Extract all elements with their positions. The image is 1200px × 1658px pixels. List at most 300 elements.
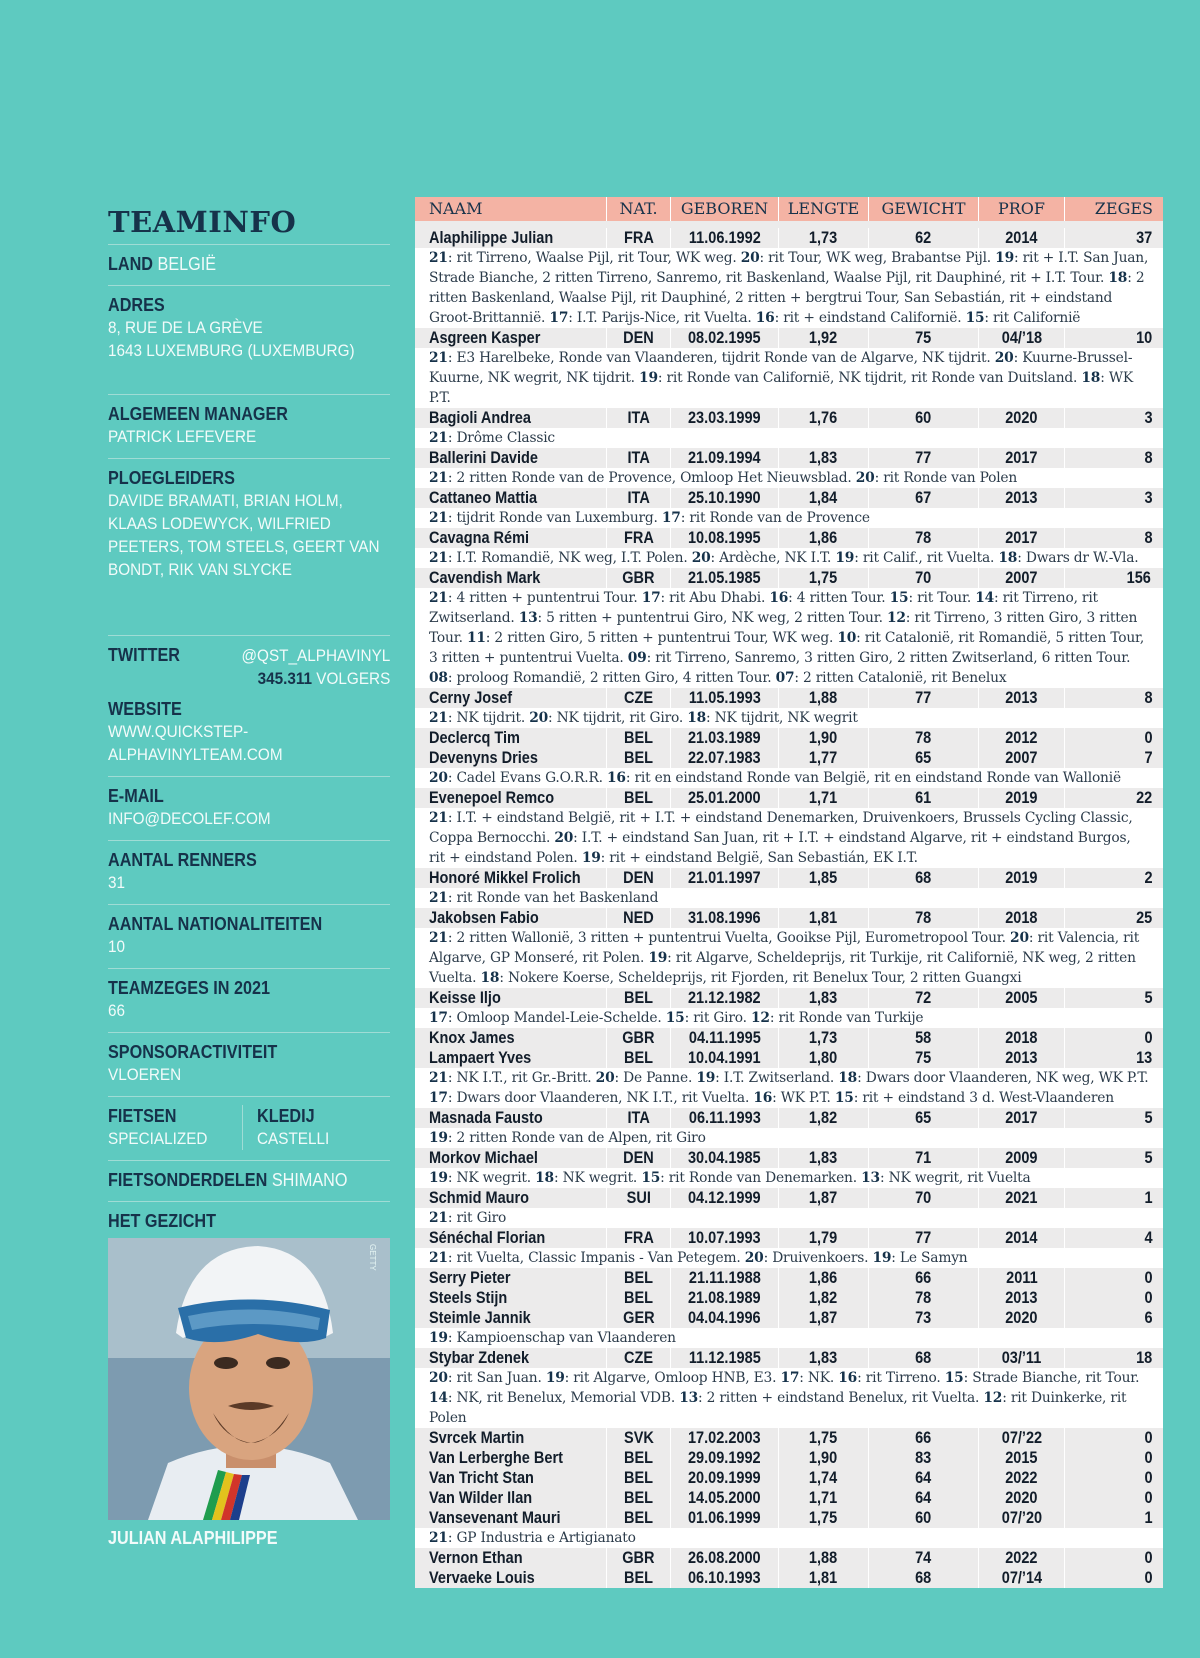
cell-prof bbox=[979, 1568, 1065, 1588]
cell-prof-text: 2022 bbox=[1005, 1549, 1038, 1567]
cell-weight bbox=[869, 988, 979, 1008]
fietsen-value: SPECIALIZED bbox=[108, 1129, 208, 1148]
table-row bbox=[415, 328, 1163, 348]
cell-name bbox=[415, 408, 607, 428]
table-row bbox=[415, 1448, 1163, 1468]
rider-results: 21: I.T. Romandië, NK weg, I.T. Polen. 20: Ardèche, NK I.T. 19: rit Calif., rit Vuelta. 18: Dwars dr W.-Vla. bbox=[415, 548, 1163, 568]
rider-results: 20: rit San Juan. 19: rit Algarve, Omloop HNB, E3. 17: NK. 16: rit Tirreno. 15: Strade Bianche, rit Tour. 14: NK, rit Benelux, Memorial VDB. 13: 2 ritten + eindstand Benelux, rit Vuelta. 12: rit Duinkerke, rit Polen bbox=[415, 1368, 1163, 1428]
cell-weight-text: 78 bbox=[915, 529, 932, 547]
rider-results: 21: rit Ronde van het Baskenland bbox=[415, 888, 1163, 908]
cell-born bbox=[671, 1568, 779, 1588]
cell-height bbox=[779, 1028, 869, 1048]
cell-born-text: 06.11.1993 bbox=[688, 1109, 761, 1127]
cell-nat-text: BEL bbox=[623, 729, 654, 747]
adres-label: ADRES bbox=[108, 295, 165, 315]
cell-name bbox=[415, 528, 607, 548]
cell-prof-text: 2021 bbox=[1005, 1189, 1038, 1207]
cell-wins-text: 1 bbox=[1144, 1509, 1153, 1527]
cell-born bbox=[671, 1348, 779, 1368]
cell-weight-text: 77 bbox=[915, 449, 932, 467]
cell-height-text: 1,83 bbox=[809, 1149, 838, 1167]
cell-prof-text: 2022 bbox=[1005, 1469, 1038, 1487]
cell-born bbox=[671, 748, 779, 768]
cell-height bbox=[779, 1348, 869, 1368]
cell-name-text: Vervaeke Louis bbox=[429, 1569, 535, 1587]
cell-name-text: Honoré Mikkel Frolich bbox=[429, 869, 581, 887]
cell-born bbox=[671, 1468, 779, 1488]
cell-nat-text: BEL bbox=[623, 1049, 654, 1067]
cell-name bbox=[415, 1268, 607, 1288]
cell-wins bbox=[1065, 568, 1163, 588]
cell-weight bbox=[869, 448, 979, 468]
cell-name-text: Svrcek Martin bbox=[429, 1429, 525, 1447]
cell-height-text: 1,75 bbox=[809, 1509, 838, 1527]
rider-results: 19: NK wegrit. 18: NK wegrit. 15: rit Ronde van Denemarken. 13: NK wegrit, rit Vuelta bbox=[415, 1168, 1163, 1188]
cell-prof bbox=[979, 1188, 1065, 1208]
website-value[interactable]: WWW.QUICKSTEP-ALPHAVINYLTEAM.COM bbox=[108, 722, 283, 764]
cell-wins-text: 156 bbox=[1127, 569, 1152, 587]
cell-nat bbox=[607, 228, 671, 248]
cell-nat bbox=[607, 728, 671, 748]
table-body bbox=[415, 228, 1163, 1588]
cell-height bbox=[779, 988, 869, 1008]
cell-name-text: Steimle Jannik bbox=[429, 1309, 531, 1327]
cell-weight-text: 77 bbox=[915, 1229, 932, 1247]
cell-born-text: 04.11.1995 bbox=[688, 1029, 761, 1047]
cell-weight-text: 66 bbox=[915, 1269, 932, 1287]
table-row bbox=[415, 448, 1163, 468]
cell-nat-text: DEN bbox=[623, 1149, 654, 1167]
cell-name bbox=[415, 728, 607, 748]
cell-prof bbox=[979, 1488, 1065, 1508]
renners-section bbox=[108, 840, 390, 904]
cell-height-text: 1,87 bbox=[809, 1189, 838, 1207]
cell-name-text: Keisse Iljo bbox=[429, 989, 501, 1007]
cell-weight-text: 64 bbox=[915, 1469, 932, 1487]
cell-name-text: Devenyns Dries bbox=[429, 749, 538, 767]
cell-weight-text: 60 bbox=[915, 1509, 932, 1527]
cell-wins-text: 22 bbox=[1135, 789, 1152, 807]
cell-prof bbox=[979, 228, 1065, 248]
cell-prof bbox=[979, 868, 1065, 888]
cell-weight-text: 66 bbox=[915, 1429, 932, 1447]
cell-born-text: 21.01.1997 bbox=[688, 869, 761, 887]
cell-name bbox=[415, 1448, 607, 1468]
cell-born bbox=[671, 1268, 779, 1288]
cell-weight-text: 62 bbox=[915, 229, 932, 247]
table-row bbox=[415, 908, 1163, 928]
cell-nat bbox=[607, 868, 671, 888]
rider-results: 20: Cadel Evans G.O.R.R. 16: rit en eindstand Ronde van België, rit en eindstand Ronde van Wallonië bbox=[415, 768, 1163, 788]
cell-wins-text: 0 bbox=[1144, 1469, 1153, 1487]
cell-name bbox=[415, 1028, 607, 1048]
cell-height bbox=[779, 1188, 869, 1208]
cell-nat bbox=[607, 1148, 671, 1168]
land-label: LAND bbox=[108, 254, 153, 274]
cell-wins bbox=[1065, 1448, 1163, 1468]
cell-name-text: Declercq Tim bbox=[429, 729, 520, 747]
nationaliteiten-value: 10 bbox=[108, 937, 126, 956]
rider-results: 21: NK tijdrit. 20: NK tijdrit, rit Giro. 18: NK tijdrit, NK wegrit bbox=[415, 708, 1163, 728]
cell-height-text: 1,77 bbox=[809, 749, 838, 767]
table-row bbox=[415, 1428, 1163, 1448]
cell-name-text: Vernon Ethan bbox=[429, 1549, 523, 1567]
cell-weight-text: 78 bbox=[915, 1289, 932, 1307]
cell-name-text: Schmid Mauro bbox=[429, 1189, 530, 1207]
email-section bbox=[108, 776, 390, 840]
cell-weight bbox=[869, 1108, 979, 1128]
fietsen-kledij-section bbox=[108, 1096, 390, 1160]
cell-nat bbox=[607, 1488, 671, 1508]
cell-height bbox=[779, 1228, 869, 1248]
cell-nat-text: GBR bbox=[622, 1549, 655, 1567]
cell-prof-text: 04/’18 bbox=[1001, 329, 1042, 347]
cell-born-text: 23.03.1999 bbox=[688, 409, 761, 427]
cell-height bbox=[779, 488, 869, 508]
twitter-section bbox=[108, 635, 390, 698]
cell-nat bbox=[607, 1268, 671, 1288]
cell-nat bbox=[607, 988, 671, 1008]
cell-nat-text: GER bbox=[622, 1309, 655, 1327]
cell-height bbox=[779, 1048, 869, 1068]
cell-nat-text: CZE bbox=[623, 1349, 654, 1367]
email-label: E-MAIL bbox=[108, 786, 164, 806]
cell-prof-text: 2013 bbox=[1005, 489, 1038, 507]
adres-line1: 8, RUE DE LA GRÈVE bbox=[108, 318, 263, 337]
table-row bbox=[415, 228, 1163, 248]
cell-wins bbox=[1065, 1568, 1163, 1588]
cell-nat-text: BEL bbox=[623, 1469, 654, 1487]
cell-weight bbox=[869, 1148, 979, 1168]
manager-value: PATRICK LEFEVERE bbox=[108, 427, 257, 446]
cell-prof bbox=[979, 1148, 1065, 1168]
cell-born-text: 04.04.1996 bbox=[688, 1309, 761, 1327]
header-lengte: LENGTE bbox=[779, 197, 869, 221]
portrait-illustration bbox=[108, 1238, 390, 1520]
cell-name bbox=[415, 1108, 607, 1128]
cell-prof bbox=[979, 1468, 1065, 1488]
cell-prof-text: 2014 bbox=[1005, 1229, 1038, 1247]
cell-height bbox=[779, 908, 869, 928]
cell-wins bbox=[1065, 408, 1163, 428]
cell-height bbox=[779, 1108, 869, 1128]
cell-prof bbox=[979, 448, 1065, 468]
cell-height bbox=[779, 528, 869, 548]
cell-nat bbox=[607, 748, 671, 768]
cell-wins-text: 25 bbox=[1135, 909, 1152, 927]
cell-wins-text: 3 bbox=[1144, 409, 1153, 427]
cell-prof-text: 2017 bbox=[1005, 449, 1038, 467]
cell-name-text: Alaphilippe Julian bbox=[429, 229, 554, 247]
cell-name-text: Steels Stijn bbox=[429, 1289, 508, 1307]
cell-height-text: 1,82 bbox=[809, 1289, 838, 1307]
twitter-handle[interactable]: @QST_ALPHAVINYL bbox=[241, 646, 390, 665]
cell-wins-text: 0 bbox=[1144, 1489, 1153, 1507]
header-naam: NAAM bbox=[415, 197, 607, 221]
cell-born-text: 06.10.1993 bbox=[688, 1569, 761, 1587]
gezicht-label: HET GEZICHT bbox=[108, 1211, 216, 1231]
rider-results: 21: 2 ritten Ronde van de Provence, Omloop Het Nieuwsblad. 20: rit Ronde van Polen bbox=[415, 468, 1163, 488]
cell-prof bbox=[979, 1348, 1065, 1368]
cell-height bbox=[779, 1468, 869, 1488]
rider-results: 19: 2 ritten Ronde van de Alpen, rit Giro bbox=[415, 1128, 1163, 1148]
cell-name bbox=[415, 748, 607, 768]
cell-height bbox=[779, 1508, 869, 1528]
cell-weight-text: 70 bbox=[915, 569, 932, 587]
email-value[interactable]: INFO@DECOLEF.COM bbox=[108, 809, 271, 828]
cell-nat bbox=[607, 328, 671, 348]
cell-name bbox=[415, 488, 607, 508]
cell-wins bbox=[1065, 728, 1163, 748]
cell-height-text: 1,81 bbox=[809, 909, 838, 927]
cell-wins bbox=[1065, 868, 1163, 888]
cell-born bbox=[671, 228, 779, 248]
table-row bbox=[415, 1488, 1163, 1508]
website-label: WEBSITE bbox=[108, 699, 182, 719]
cell-height bbox=[779, 1428, 869, 1448]
cell-prof-text: 2020 bbox=[1005, 409, 1038, 427]
cell-name-text: Serry Pieter bbox=[429, 1269, 511, 1287]
cell-nat bbox=[607, 688, 671, 708]
rider-results: 21: rit Vuelta, Classic Impanis - Van Petegem. 20: Druivenkoers. 19: Le Samyn bbox=[415, 1248, 1163, 1268]
rider-results: 21: NK I.T., rit Gr.-Britt. 20: De Panne. 19: I.T. Zwitserland. 18: Dwars door Vlaanderen, NK weg, WK P.T. 17: Dwars door Vlaanderen, NK I.T., rit Vuelta. 16: WK P.T. 15: rit + eindstand 3 d. West-Vlaanderen bbox=[415, 1068, 1163, 1108]
table-row bbox=[415, 868, 1163, 888]
cell-born bbox=[671, 1188, 779, 1208]
cell-wins bbox=[1065, 1348, 1163, 1368]
cell-weight-text: 68 bbox=[915, 869, 932, 887]
cell-nat bbox=[607, 408, 671, 428]
cell-born bbox=[671, 488, 779, 508]
cell-prof bbox=[979, 488, 1065, 508]
cell-weight bbox=[869, 1568, 979, 1588]
table-row bbox=[415, 408, 1163, 428]
cell-born bbox=[671, 1028, 779, 1048]
table-row bbox=[415, 1028, 1163, 1048]
cell-height bbox=[779, 868, 869, 888]
cell-born-text: 31.08.1996 bbox=[688, 909, 761, 927]
kledij-value: CASTELLI bbox=[256, 1129, 329, 1148]
cell-name-text: Van Tricht Stan bbox=[429, 1469, 534, 1487]
cell-weight bbox=[869, 1348, 979, 1368]
cell-wins-text: 13 bbox=[1135, 1049, 1152, 1067]
rider-results: 21: rit Giro bbox=[415, 1208, 1163, 1228]
cell-wins bbox=[1065, 1108, 1163, 1128]
cell-nat bbox=[607, 1188, 671, 1208]
teamzeges-value: 66 bbox=[108, 1001, 126, 1020]
cell-name-text: Lampaert Yves bbox=[429, 1049, 532, 1067]
cell-weight bbox=[869, 1508, 979, 1528]
table-row bbox=[415, 1108, 1163, 1128]
cell-wins-text: 7 bbox=[1144, 749, 1153, 767]
cell-wins-text: 18 bbox=[1135, 1349, 1152, 1367]
cell-wins bbox=[1065, 1148, 1163, 1168]
cell-nat-text: BEL bbox=[623, 1269, 654, 1287]
cell-weight-text: 58 bbox=[915, 1029, 932, 1047]
cell-height bbox=[779, 688, 869, 708]
cell-name bbox=[415, 568, 607, 588]
cell-prof-text: 2020 bbox=[1005, 1309, 1038, 1327]
cell-prof-text: 2011 bbox=[1005, 1269, 1038, 1287]
cell-weight bbox=[869, 1028, 979, 1048]
sponsor-value: VLOEREN bbox=[108, 1065, 182, 1084]
cell-prof-text: 2019 bbox=[1005, 789, 1038, 807]
cell-born bbox=[671, 1108, 779, 1128]
cell-height-text: 1,75 bbox=[809, 569, 838, 587]
cell-prof-text: 07/’22 bbox=[1001, 1429, 1042, 1447]
cell-nat-text: ITA bbox=[627, 409, 650, 427]
cell-weight-text: 68 bbox=[915, 1569, 932, 1587]
cell-wins-text: 0 bbox=[1144, 1449, 1153, 1467]
cell-born bbox=[671, 1508, 779, 1528]
cell-prof-text: 2012 bbox=[1005, 729, 1038, 747]
cell-height-text: 1,75 bbox=[809, 1429, 838, 1447]
cell-born bbox=[671, 688, 779, 708]
cell-height bbox=[779, 408, 869, 428]
cell-wins bbox=[1065, 1288, 1163, 1308]
cell-height bbox=[779, 788, 869, 808]
cell-nat bbox=[607, 1228, 671, 1248]
cell-born bbox=[671, 1488, 779, 1508]
cell-name bbox=[415, 988, 607, 1008]
cell-name-text: Masnada Fausto bbox=[429, 1109, 543, 1127]
cell-name bbox=[415, 1228, 607, 1248]
cell-weight-text: 65 bbox=[915, 749, 932, 767]
table-header bbox=[415, 197, 1163, 221]
cell-wins-text: 0 bbox=[1144, 1269, 1153, 1287]
onderdelen-section bbox=[108, 1160, 390, 1201]
onderdelen-label: FIETSONDERDELEN bbox=[108, 1170, 268, 1190]
cell-born-text: 11.06.1992 bbox=[688, 229, 761, 247]
cell-wins-text: 8 bbox=[1144, 529, 1153, 547]
twitter-unit: VOLGERS bbox=[316, 669, 390, 688]
cell-height-text: 1,73 bbox=[809, 229, 838, 247]
cell-weight bbox=[869, 1448, 979, 1468]
cell-wins bbox=[1065, 1468, 1163, 1488]
cell-born-text: 20.09.1999 bbox=[688, 1469, 761, 1487]
cell-wins bbox=[1065, 1228, 1163, 1248]
cell-name bbox=[415, 1488, 607, 1508]
cell-born bbox=[671, 788, 779, 808]
cell-name bbox=[415, 1188, 607, 1208]
cell-prof bbox=[979, 1108, 1065, 1128]
photo-credit: GETTY bbox=[368, 1244, 377, 1271]
teamzeges-section bbox=[108, 968, 390, 1032]
table-row bbox=[415, 988, 1163, 1008]
cell-prof-text: 2018 bbox=[1005, 909, 1038, 927]
cell-wins bbox=[1065, 328, 1163, 348]
rider-results: 21: GP Industria e Artigianato bbox=[415, 1528, 1163, 1548]
header-spacer bbox=[415, 221, 1163, 228]
twitter-count: 345.311 bbox=[257, 669, 312, 688]
cell-name-text: Vansevenant Mauri bbox=[429, 1509, 561, 1527]
cell-height-text: 1,71 bbox=[809, 1489, 838, 1507]
rider-results: 21: 4 ritten + puntentrui Tour. 17: rit Abu Dhabi. 16: 4 ritten Tour. 15: rit Tour. 14: rit Tirreno, rit Zwitserland. 13: 5 ritten + puntentrui Giro, NK weg, 2 ritten Tour. 12: rit Tirreno, 3 ritten Giro, 3 ritten Tour. 11: 2 ritten Giro, 5 ritten + puntentrui Tour, WK weg. 10: rit Catalonië, rit Romandië, 5 ritten Tour, 3 ritten + puntentrui Vuelta. 09: rit Tirreno, Sanremo, 3 ritten Giro, 2 ritten Zwitserland, 6 ritten Tour. 08: proloog Romandië, 2 ritten Giro, 4 ritten Tour. 07: 2 ritten Catalonië, rit Benelux bbox=[415, 588, 1163, 688]
cell-name bbox=[415, 1348, 607, 1368]
cell-wins bbox=[1065, 1428, 1163, 1448]
cell-wins-text: 5 bbox=[1144, 989, 1153, 1007]
cell-height-text: 1,86 bbox=[809, 529, 838, 547]
cell-prof-text: 07/’14 bbox=[1001, 1569, 1042, 1587]
cell-prof bbox=[979, 788, 1065, 808]
cell-name-text: Cerny Josef bbox=[429, 689, 513, 707]
cell-born bbox=[671, 568, 779, 588]
cell-prof bbox=[979, 1428, 1065, 1448]
cell-born bbox=[671, 528, 779, 548]
table-row bbox=[415, 1508, 1163, 1528]
cell-height bbox=[779, 1448, 869, 1468]
cell-weight bbox=[869, 1488, 979, 1508]
header-prof: PROF bbox=[979, 197, 1065, 221]
cell-born-text: 30.04.1985 bbox=[688, 1149, 761, 1167]
cell-wins bbox=[1065, 488, 1163, 508]
cell-wins-text: 0 bbox=[1144, 1029, 1153, 1047]
cell-wins bbox=[1065, 448, 1163, 468]
cell-born-text: 10.04.1991 bbox=[688, 1049, 761, 1067]
ploegleiders-section bbox=[108, 458, 390, 635]
cell-height bbox=[779, 1488, 869, 1508]
sponsor-label: SPONSORACTIVITEIT bbox=[108, 1042, 278, 1062]
cell-prof-text: 2005 bbox=[1005, 989, 1038, 1007]
cell-height-text: 1,80 bbox=[809, 1049, 838, 1067]
cell-weight bbox=[869, 1228, 979, 1248]
cell-name bbox=[415, 1548, 607, 1568]
cell-name-text: Cavagna Rémi bbox=[429, 529, 530, 547]
cell-height-text: 1,83 bbox=[809, 1349, 838, 1367]
cell-wins-text: 8 bbox=[1144, 449, 1153, 467]
cell-prof bbox=[979, 688, 1065, 708]
cell-nat-text: DEN bbox=[623, 329, 654, 347]
cell-weight-text: 71 bbox=[915, 1149, 932, 1167]
cell-nat-text: BEL bbox=[623, 749, 654, 767]
cell-prof-text: 2019 bbox=[1005, 869, 1038, 887]
cell-weight bbox=[869, 1428, 979, 1448]
cell-name bbox=[415, 1568, 607, 1588]
cell-name bbox=[415, 228, 607, 248]
photo-caption: JULIAN ALAPHILIPPE bbox=[108, 1528, 278, 1548]
rider-results: 21: tijdrit Ronde van Luxemburg. 17: rit Ronde van de Provence bbox=[415, 508, 1163, 528]
cell-weight-text: 75 bbox=[915, 329, 932, 347]
cell-born-text: 29.09.1992 bbox=[688, 1449, 761, 1467]
cell-prof bbox=[979, 728, 1065, 748]
ploegleiders-value: DAVIDE BRAMATI, BRIAN HOLM, KLAAS LODEWYCK, WILFRIED PEETERS, TOM STEELS, GEERT VAN BONDT, RIK VAN SLYCKE bbox=[108, 491, 380, 579]
cell-nat bbox=[607, 1448, 671, 1468]
cell-weight bbox=[869, 1048, 979, 1068]
table-row bbox=[415, 1548, 1163, 1568]
cell-born bbox=[671, 1148, 779, 1168]
cell-wins bbox=[1065, 1308, 1163, 1328]
cell-name bbox=[415, 1308, 607, 1328]
cell-nat bbox=[607, 908, 671, 928]
table-row bbox=[415, 1048, 1163, 1068]
cell-name bbox=[415, 1148, 607, 1168]
cell-prof bbox=[979, 988, 1065, 1008]
cell-wins bbox=[1065, 528, 1163, 548]
table-row bbox=[415, 568, 1163, 588]
cell-prof-text: 2020 bbox=[1005, 1489, 1038, 1507]
website-section bbox=[108, 698, 390, 776]
header-gewicht: GEWICHT bbox=[869, 197, 979, 221]
cell-nat-text: BEL bbox=[623, 1569, 654, 1587]
cell-nat bbox=[607, 1308, 671, 1328]
cell-prof-text: 2014 bbox=[1005, 229, 1038, 247]
cell-nat-text: BEL bbox=[623, 1289, 654, 1307]
adres-line2: 1643 LUXEMBURG (LUXEMBURG) bbox=[108, 341, 355, 360]
cell-wins-text: 8 bbox=[1144, 689, 1153, 707]
cell-nat-text: FRA bbox=[623, 529, 654, 547]
gezicht-section bbox=[108, 1201, 390, 1236]
cell-name bbox=[415, 1508, 607, 1528]
cell-height-text: 1,86 bbox=[809, 1269, 838, 1287]
